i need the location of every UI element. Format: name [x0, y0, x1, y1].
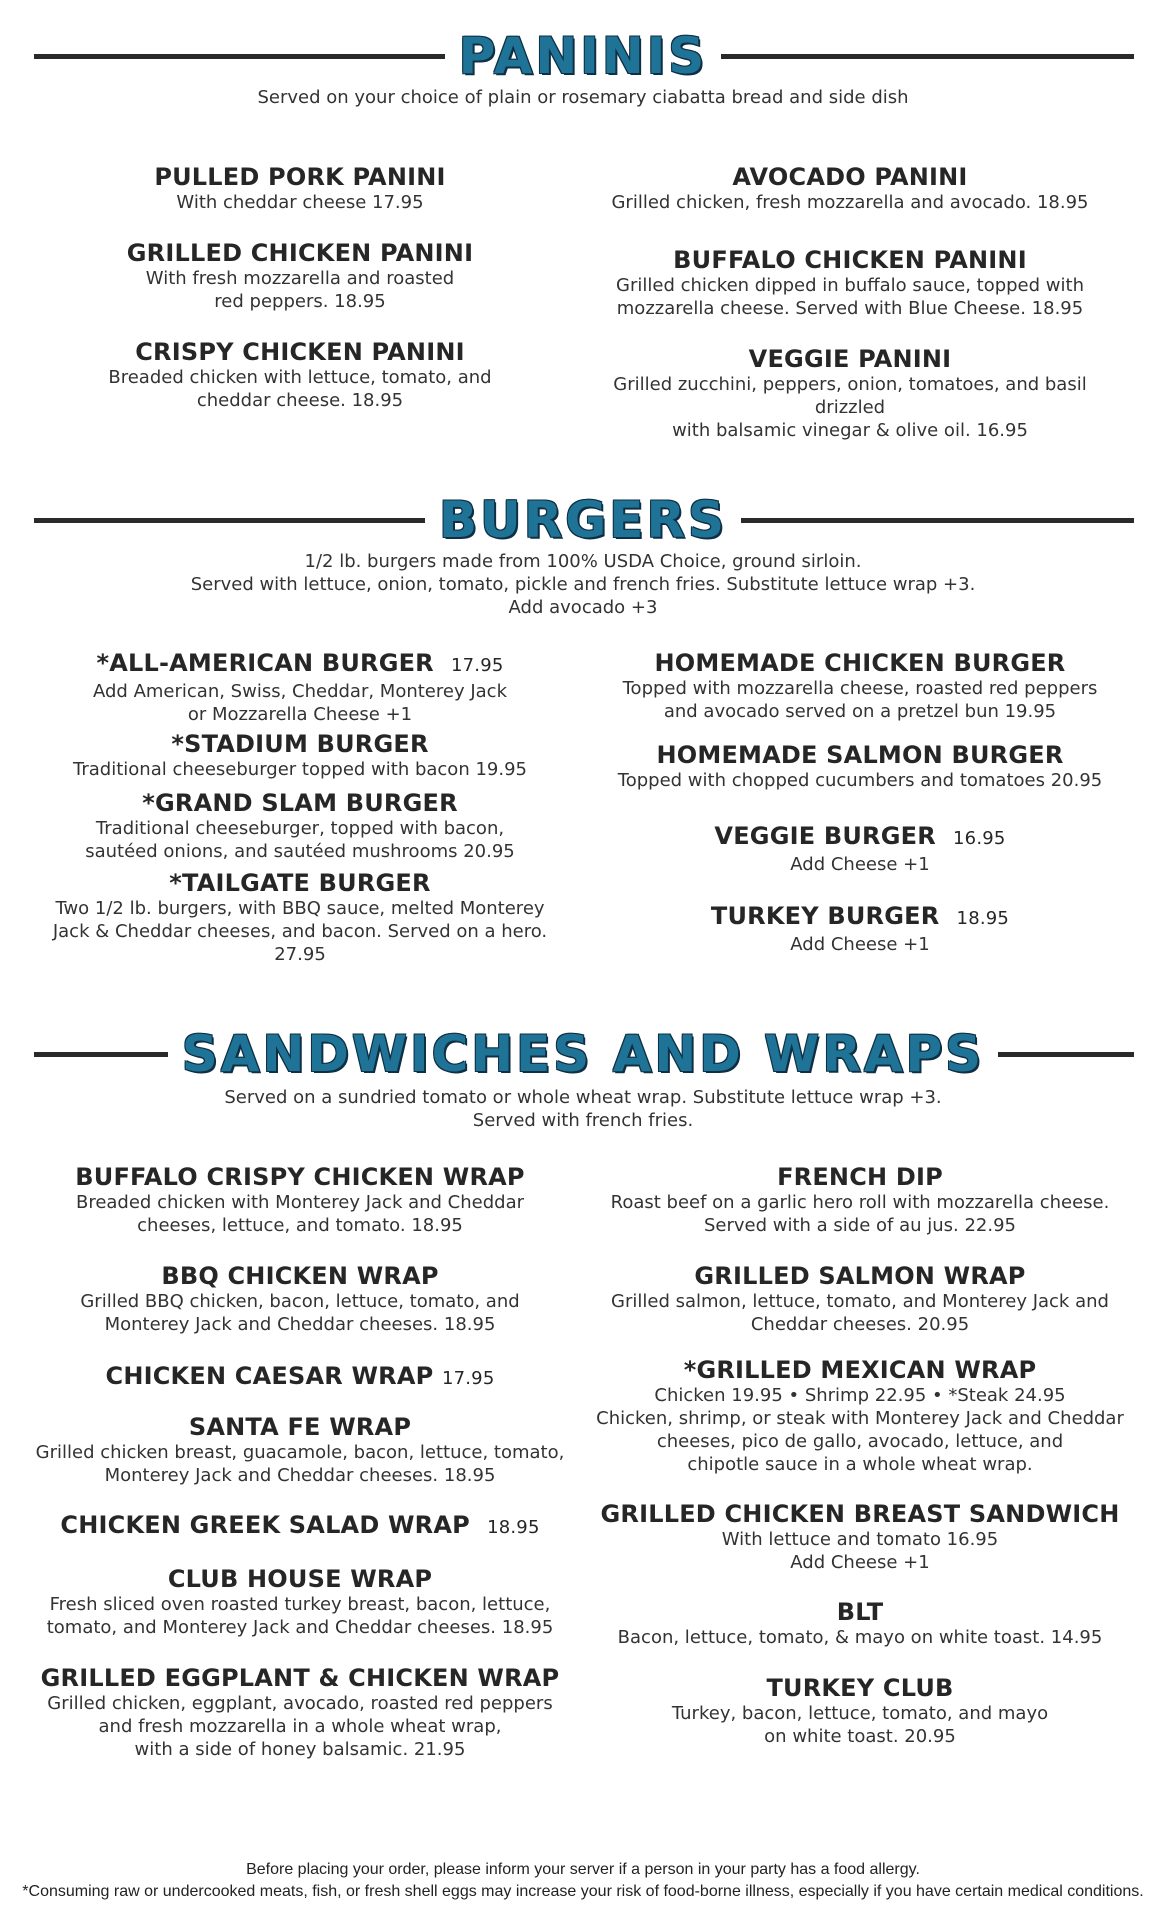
item-price: 18.95 — [956, 908, 1010, 929]
item-desc: Traditional cheeseburger topped with bacon 19.95 — [73, 759, 527, 780]
item-desc: Chicken 19.95 • Shrimp 22.95 • *Steak 24.95 — [654, 1385, 1066, 1406]
menu-item — [600, 822, 1120, 876]
item-name: BBQ CHICKEN WRAP — [161, 1262, 439, 1290]
menu-item — [600, 649, 1120, 723]
menu-item — [30, 1163, 570, 1237]
item-desc: Monterey Jack and Cheddar cheeses. 18.95 — [104, 1314, 496, 1335]
item-desc: Roast beef on a garlic hero roll with mozzarella cheese. — [610, 1192, 1110, 1213]
item-desc: red peppers. 18.95 — [214, 291, 386, 312]
item-name: *GRAND SLAM BURGER — [142, 789, 458, 817]
item-name: BUFFALO CRISPY CHICKEN WRAP — [75, 1163, 525, 1191]
menu-item — [590, 1674, 1130, 1748]
menu-item — [590, 1262, 1130, 1336]
item-desc: Grilled salmon, lettuce, tomato, and Monterey Jack and — [611, 1291, 1109, 1312]
menu-item — [30, 1413, 570, 1487]
item-name: HOMEMADE SALMON BURGER — [656, 741, 1064, 769]
item-desc: Topped with chopped cucumbers and tomatoes 20.95 — [617, 770, 1103, 791]
menu-item — [590, 1163, 1130, 1237]
item-desc: With cheddar cheese 17.95 — [176, 192, 424, 213]
menu-item — [30, 1262, 570, 1336]
item-desc: With lettuce and tomato 16.95 — [721, 1529, 999, 1550]
section-title-wraps: SANDWICHES AND WRAPS — [0, 1022, 1166, 1086]
item-name: SANTA FE WRAP — [188, 1413, 412, 1441]
allergy-notice: Before placing your order, please inform your server if a person in your party has a food allergy. — [246, 1861, 920, 1878]
item-name: CHICKEN GREEK SALAD WRAP — [60, 1511, 470, 1539]
menu-item — [40, 789, 560, 863]
item-desc: Grilled chicken dipped in buffalo sauce, topped with — [616, 275, 1084, 296]
item-desc: sautéed onions, and sautéed mushrooms 20.95 — [85, 841, 515, 862]
item-name: *TAILGATE BURGER — [169, 869, 431, 897]
section-title-burgers: BURGERS — [0, 488, 1166, 552]
item-name: GRILLED CHICKEN PANINI — [126, 239, 474, 267]
item-name: BLT — [836, 1598, 884, 1626]
item-desc: Jack & Cheddar cheeses, and bacon. Served on a hero. 27.95 — [52, 921, 548, 965]
menu-item — [590, 1356, 1130, 1476]
menu-item — [590, 1500, 1130, 1574]
item-name: FRENCH DIP — [777, 1163, 943, 1191]
menu-item — [60, 163, 540, 214]
item-desc: With fresh mozzarella and roasted — [145, 268, 455, 289]
menu-item — [30, 1511, 570, 1542]
item-desc: cheddar cheese. 18.95 — [196, 390, 404, 411]
item-name: CRISPY CHICKEN PANINI — [135, 338, 465, 366]
item-desc: Fresh sliced oven roasted turkey breast, bacon, lettuce, — [49, 1594, 551, 1615]
menu-item — [580, 163, 1120, 214]
item-name: TURKEY BURGER — [710, 902, 940, 930]
item-name: VEGGIE PANINI — [748, 345, 952, 373]
item-name: GRILLED SALMON WRAP — [694, 1262, 1026, 1290]
item-desc: Chicken, shrimp, or steak with Monterey Jack and Cheddar — [596, 1408, 1124, 1429]
menu-item — [30, 1565, 570, 1639]
burgers-header — [0, 488, 1166, 552]
menu-item — [40, 649, 560, 726]
item-name: *GRILLED MEXICAN WRAP — [683, 1356, 1037, 1384]
item-desc: Turkey, bacon, lettuce, tomato, and mayo — [671, 1703, 1049, 1724]
menu-item — [30, 1362, 570, 1393]
item-price: 16.95 — [953, 828, 1006, 849]
item-desc: Topped with mozzarella cheese, roasted red peppers — [622, 678, 1098, 699]
item-name: VEGGIE BURGER — [714, 822, 936, 850]
item-desc: Traditional cheeseburger, topped with bacon, — [95, 818, 505, 839]
item-desc: with balsamic vinegar & olive oil. 16.95 — [672, 420, 1028, 441]
item-desc: Grilled chicken, fresh mozzarella and avocado. 18.95 — [611, 192, 1089, 213]
wraps-intro — [0, 1086, 1166, 1132]
item-price: 18.95 — [487, 1517, 540, 1538]
menu-item — [40, 730, 560, 781]
wraps-header — [0, 1022, 1166, 1086]
item-desc: or Mozzarella Cheese +1 — [187, 704, 413, 725]
item-name: GRILLED EGGPLANT & CHICKEN WRAP — [40, 1664, 560, 1692]
item-desc: Cheddar cheeses. 20.95 — [750, 1314, 970, 1335]
menu-item — [30, 1664, 570, 1761]
item-price: 17.95 — [451, 655, 504, 676]
item-desc: Breaded chicken with lettuce, tomato, and — [108, 367, 492, 388]
item-desc: Add Cheese +1 — [790, 1552, 930, 1573]
item-desc: Two 1/2 lb. burgers, with BBQ sauce, melted Monterey — [55, 898, 545, 919]
section-title-paninis: PANINIS — [0, 24, 1166, 88]
item-desc: Grilled chicken breast, guacamole, bacon, lettuce, tomato, — [35, 1442, 565, 1463]
paninis-intro: Served on your choice of plain or rosemary ciabatta bread and side dish — [257, 87, 909, 108]
item-desc: Breaded chicken with Monterey Jack and Cheddar — [75, 1192, 525, 1213]
item-name: CHICKEN CAESAR WRAP — [105, 1362, 434, 1390]
item-desc: Add Cheese +1 — [790, 854, 930, 875]
item-desc: Grilled chicken, eggplant, avocado, roasted red peppers — [47, 1693, 553, 1714]
item-desc: on white toast. 20.95 — [764, 1726, 956, 1747]
item-desc: Grilled zucchini, peppers, onion, tomatoes, and basil drizzled — [613, 374, 1087, 418]
menu-item — [60, 239, 540, 313]
item-price: 17.95 — [441, 1368, 495, 1389]
menu-item — [600, 741, 1120, 792]
item-desc: Add American, Swiss, Cheddar, Monterey Jack — [93, 681, 507, 702]
item-name: CLUB HOUSE WRAP — [167, 1565, 433, 1593]
menu-item — [60, 338, 540, 412]
item-desc: mozzarella cheese. Served with Blue Cheese. 18.95 — [616, 298, 1084, 319]
item-name: HOMEMADE CHICKEN BURGER — [654, 649, 1066, 677]
item-desc: Served with a side of au jus. 22.95 — [703, 1215, 1017, 1236]
item-name: AVOCADO PANINI — [732, 163, 968, 191]
item-name: BUFFALO CHICKEN PANINI — [673, 246, 1027, 274]
item-desc: cheeses, pico de gallo, avocado, lettuce, and — [656, 1431, 1064, 1452]
item-name: GRILLED CHICKEN BREAST SANDWICH — [600, 1500, 1120, 1528]
menu-item — [580, 246, 1120, 320]
item-desc: chipotle sauce in a whole wheat wrap. — [687, 1454, 1033, 1475]
item-desc: with a side of honey balsamic. 21.95 — [134, 1739, 466, 1760]
menu-item — [40, 869, 560, 966]
item-name: *STADIUM BURGER — [171, 730, 429, 758]
item-name: TURKEY CLUB — [766, 1674, 954, 1702]
item-desc: and avocado served on a pretzel bun 19.95 — [663, 701, 1057, 722]
item-desc: Bacon, lettuce, tomato, & mayo on white toast. 14.95 — [617, 1627, 1103, 1648]
item-desc: Monterey Jack and Cheddar cheeses. 18.95 — [104, 1465, 496, 1486]
item-desc: Add Cheese +1 — [790, 934, 930, 955]
item-desc: and fresh mozzarella in a whole wheat wrap, — [98, 1716, 502, 1737]
menu-item — [580, 345, 1120, 442]
intro-line: Served with french fries. — [472, 1110, 694, 1131]
item-desc: cheeses, lettuce, and tomato. 18.95 — [137, 1215, 463, 1236]
intro-line: 1/2 lb. burgers made from 100% USDA Choice, ground sirloin. — [304, 551, 862, 572]
paninis-header — [0, 24, 1166, 88]
item-desc: tomato, and Monterey Jack and Cheddar cheeses. 18.95 — [46, 1617, 554, 1638]
item-name: PULLED PORK PANINI — [154, 163, 446, 191]
item-name: *ALL-AMERICAN BURGER — [96, 649, 434, 677]
menu-item — [590, 1598, 1130, 1649]
intro-line: Served with lettuce, onion, tomato, pickle and french fries. Substitute lettuce wrap +3. — [190, 574, 976, 595]
intro-line: Served on a sundried tomato or whole wheat wrap. Substitute lettuce wrap +3. — [224, 1087, 942, 1108]
burgers-intro — [0, 550, 1166, 619]
intro-line: Add avocado +3 — [508, 597, 658, 618]
menu-item — [600, 902, 1120, 956]
item-desc: Grilled BBQ chicken, bacon, lettuce, tomato, and — [80, 1291, 520, 1312]
consumption-warning: *Consuming raw or undercooked meats, fish, or fresh shell eggs may increase your risk of food-borne illness, especially if you have certain medical conditions. — [22, 1883, 1144, 1900]
